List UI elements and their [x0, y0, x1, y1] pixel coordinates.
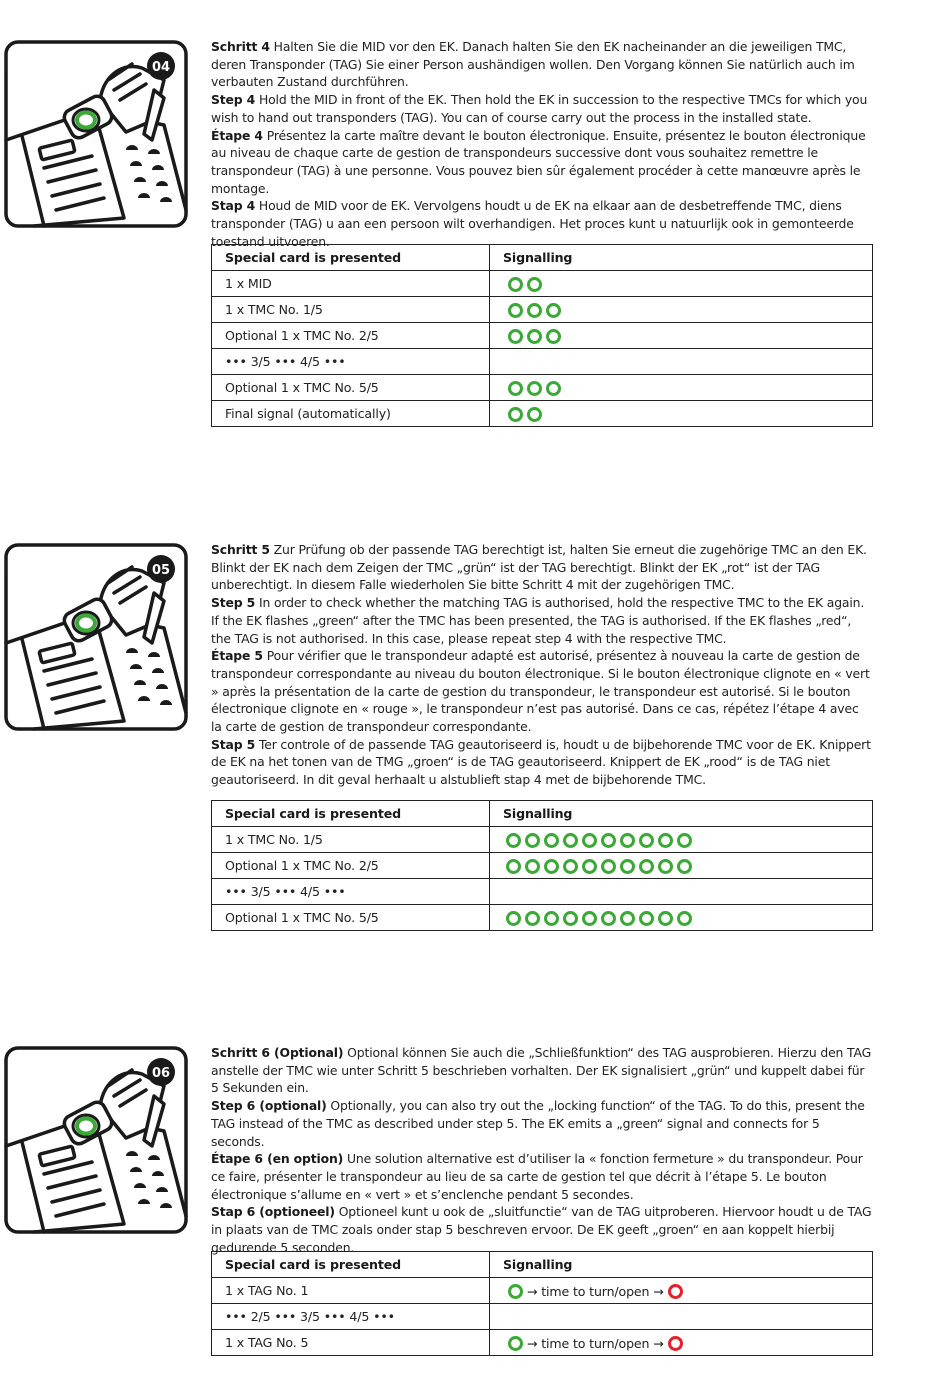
green-led-icon	[601, 833, 616, 848]
red-led-icon	[668, 1336, 683, 1351]
signalling-cell	[490, 271, 873, 297]
led-sequence	[508, 329, 561, 344]
step-heading: Étape 4	[211, 127, 263, 143]
green-led-icon	[508, 303, 523, 318]
step-heading: Step 4	[211, 92, 256, 108]
table-header-row	[212, 801, 873, 827]
step-heading: Step 6 (optional)	[211, 1098, 327, 1114]
green-led-icon	[546, 329, 561, 344]
led-sequence	[506, 833, 692, 848]
signalling-cell	[490, 827, 873, 853]
led-sequence	[668, 1336, 683, 1351]
table-row	[212, 853, 873, 879]
led-sequence	[506, 911, 692, 926]
green-led-icon	[620, 833, 635, 848]
step-heading: Étape 5	[211, 648, 263, 664]
green-led-icon	[601, 859, 616, 874]
step-heading: Étape 6 (en option)	[211, 1151, 344, 1167]
green-led-icon	[525, 911, 540, 926]
card-label: Final signal (automatically)	[212, 401, 490, 427]
green-led-icon	[508, 1336, 523, 1351]
instruction-paragraph	[211, 1203, 873, 1256]
card-label: 1 x TMC No. 1/5	[212, 827, 490, 853]
instruction-paragraph	[211, 1044, 873, 1097]
green-led-icon	[506, 859, 521, 874]
signalling-cell	[490, 375, 873, 401]
table-header-row	[212, 245, 873, 271]
table-row	[212, 1304, 873, 1330]
card-label: Optional 1 x TMC No. 2/5	[212, 323, 490, 349]
led-sequence	[508, 303, 561, 318]
table-row	[212, 879, 873, 905]
green-led-icon	[677, 911, 692, 926]
green-led-icon	[508, 329, 523, 344]
green-led-icon	[658, 911, 673, 926]
step-heading: Stap 4	[211, 198, 256, 214]
step-text: In order to check whether the matching TAG is authorised, hold the respective TMC to the EK again. If the EK flashes „green“ after the TMC has been presented, the TAG is authorised. If the EK flashes „red“, the TAG is not authorised. In this case, please repeat step 4 with the respective TMC.	[211, 595, 865, 646]
card-label: ••• 2/5 ••• 3/5 ••• 4/5 •••	[212, 1304, 490, 1330]
table-header-row	[212, 1252, 873, 1278]
table-row	[212, 1278, 873, 1304]
hand-holding-key-fob-over-card-icon	[4, 543, 188, 731]
green-led-icon	[527, 407, 542, 422]
step-heading: Schritt 5	[211, 542, 270, 557]
table-row	[212, 1330, 873, 1356]
green-led-icon	[582, 859, 597, 874]
instruction-paragraph	[211, 594, 873, 647]
hand-holding-key-fob-over-card-icon	[4, 1046, 188, 1234]
step-heading: Stap 5	[211, 736, 256, 752]
card-label: 1 x TAG No. 1	[212, 1278, 490, 1304]
step-number-badge: 04	[151, 60, 171, 75]
signalling-cell	[490, 905, 873, 931]
signalling-cell	[490, 879, 873, 905]
step-text: Halten Sie die MID vor den EK. Danach halten Sie den EK nacheinander an die jeweiligen TMC, deren Transponder (TAG) Sie einer Person aushändigen wollen. Den Vorgang können Sie natürlich auch im verbauten Zustand durchführen.	[211, 39, 855, 90]
card-label: ••• 3/5 ••• 4/5 •••	[212, 879, 490, 905]
column-header-signalling: Signalling	[490, 1252, 873, 1278]
green-led-icon	[563, 833, 578, 848]
led-sequence	[506, 859, 692, 874]
table-row	[212, 827, 873, 853]
red-led-icon	[668, 1284, 683, 1299]
signalling-table	[211, 800, 873, 931]
instruction-paragraph	[211, 1097, 873, 1150]
step-text: Optioneel kunt u ook de „sluitfunctie“ van de TAG uitproberen. Hiervoor houdt u de TAG in plaats van de TMC zoals onder stap 5 beschreven ervoor. De EK geeft „groen“ en aan koppelt hierbij gedurende 5 seconden.	[211, 1204, 872, 1255]
instruction-paragraph	[211, 541, 873, 594]
green-led-icon	[544, 833, 559, 848]
column-header-card: Special card is presented	[212, 801, 490, 827]
step-number-badge: 05	[151, 563, 171, 578]
step-text: Optional können Sie auch die „Schließfunktion“ des TAG ausprobieren. Hierzu den TAG anstelle der TMC wie unter Schritt 5 beschrieben vorhalten. Der EK signalisiert „grün“ und kuppelt dabei für 5 Sekunden ein.	[211, 1045, 872, 1096]
step-text: Présentez la carte maître devant le bouton électronique. Ensuite, présentez le bouton électronique au niveau de chaque carte de gestion de transpondeurs successive dont vous souhaitez remettre le transpondeur (TAG) à une personne. Vous pouvez bien sûr également procéder à cette manœuvre après le montage.	[211, 127, 866, 196]
instruction-paragraph	[211, 647, 873, 736]
green-led-icon	[620, 911, 635, 926]
step-text: Zur Prüfung ob der passende TAG berechtigt ist, halten Sie erneut die zugehörige TMC an den EK. Blinkt der EK nach dem Zeigen der TMC „grün“ ist der TAG berechtigt. Blinkt der EK „rot“ ist der TAG unberechtigt. In diesem Falle wiederholen Sie bitte Schritt 4 mit der zugehörigen TMC.	[211, 542, 867, 593]
green-led-icon	[506, 833, 521, 848]
column-header-card: Special card is presented	[212, 1252, 490, 1278]
green-led-icon	[563, 911, 578, 926]
green-led-icon	[658, 859, 673, 874]
step-text: Pour vérifier que le transpondeur adapté est autorisé, présentez à nouveau la carte de gestion de transpondeur correspondante au niveau du bouton électronique. Si le bouton électronique clignote en « vert » après la présentation de la carte de gestion du transpondeur, le transpondeur est autorisé. Si le bouton électronique clignote en « rouge », le transpondeur n’est pas autorisé. Dans ce cas, répétez l’étape 4 avec la carte de gestion de transpondeur correspondante.	[211, 648, 870, 735]
green-led-icon	[544, 859, 559, 874]
card-label: Optional 1 x TMC No. 5/5	[212, 905, 490, 931]
step-text: Houd de MID voor de EK. Vervolgens houdt u de EK na elkaar aan de desbetreffende TMC, diens transponder (TAG) u aan een persoon wilt overhandigen. Het proces kunt u natuurlijk ook in gemonteerde toestand uitvoeren.	[211, 198, 854, 249]
green-led-icon	[639, 833, 654, 848]
led-sequence	[668, 1284, 683, 1299]
green-led-icon	[620, 859, 635, 874]
table-row	[212, 323, 873, 349]
green-led-icon	[508, 277, 523, 292]
step-text: Hold the MID in front of the EK. Then hold the EK in succession to the respective TMCs for which you wish to hand out transponders (TAG). You can of course carry out the process in the installed state.	[211, 92, 868, 125]
table-row	[212, 297, 873, 323]
green-led-icon	[525, 833, 540, 848]
card-label: Optional 1 x TMC No. 5/5	[212, 375, 490, 401]
green-led-icon	[546, 381, 561, 396]
signalling-table	[211, 1251, 873, 1356]
step-number-badge: 06	[151, 1066, 171, 1081]
signal-description: → time to turn/open →	[527, 1283, 664, 1299]
green-led-icon	[508, 407, 523, 422]
green-led-icon	[544, 911, 559, 926]
led-sequence	[508, 1336, 523, 1351]
signalling-cell	[490, 401, 873, 427]
card-label: 1 x TAG No. 5	[212, 1330, 490, 1356]
step-heading: Stap 6 (optioneel)	[211, 1204, 335, 1220]
green-led-icon	[677, 859, 692, 874]
green-led-icon	[639, 859, 654, 874]
table-row	[212, 349, 873, 375]
step-illustration	[4, 40, 188, 228]
signalling-cell	[490, 1330, 873, 1356]
green-led-icon	[658, 833, 673, 848]
instruction-paragraph	[211, 736, 873, 789]
step-instructions	[211, 1044, 873, 1256]
green-led-icon	[527, 329, 542, 344]
signalling-cell	[490, 1278, 873, 1304]
step-heading: Schritt 4	[211, 39, 270, 54]
table-row	[212, 271, 873, 297]
instruction-paragraph	[211, 38, 873, 91]
step-instructions	[211, 541, 873, 789]
green-led-icon	[527, 303, 542, 318]
green-led-icon	[677, 833, 692, 848]
green-led-icon	[639, 911, 654, 926]
led-sequence	[508, 407, 542, 422]
step-heading: Schritt 6 (Optional)	[211, 1045, 344, 1060]
step-illustration	[4, 1046, 188, 1234]
green-led-icon	[582, 911, 597, 926]
step-illustration	[4, 543, 188, 731]
column-header-signalling: Signalling	[490, 245, 873, 271]
signalling-cell	[490, 297, 873, 323]
green-led-icon	[527, 381, 542, 396]
signal-description: → time to turn/open →	[527, 1335, 664, 1351]
green-led-icon	[525, 859, 540, 874]
green-led-icon	[506, 911, 521, 926]
instruction-paragraph	[211, 91, 873, 126]
table-row	[212, 401, 873, 427]
card-label: ••• 3/5 ••• 4/5 •••	[212, 349, 490, 375]
green-led-icon	[508, 1284, 523, 1299]
signalling-cell	[490, 1304, 873, 1330]
signalling-table	[211, 244, 873, 427]
instruction-paragraph	[211, 127, 873, 198]
green-led-icon	[601, 911, 616, 926]
green-led-icon	[582, 833, 597, 848]
signalling-cell	[490, 323, 873, 349]
table-row	[212, 905, 873, 931]
instruction-paragraph	[211, 197, 873, 250]
step-text: Ter controle of de passende TAG geautoriseerd is, houdt u de bijbehorende TMC voor de EK. Knippert de EK na het tonen van de TMG „groen“ is de TAG geautoriseerd. Knippert de EK „rood“ is de TAG niet geautoriseerd. In dit geval herhaalt u alstublieft stap 4 met de bijbehorende TMC.	[211, 736, 871, 788]
instruction-paragraph	[211, 1150, 873, 1203]
step-text: Une solution alternative est d’utiliser la « fonction fermeture » du transpondeur. Pour ce faire, présenter le transpondeur au lieu de sa carte de gestion tel que décrit à l’étape 5. Le bouton électronique s’allume en « vert » et s’enclenche pendant 5 secondes.	[211, 1151, 863, 1202]
signalling-cell	[490, 349, 873, 375]
signalling-cell	[490, 853, 873, 879]
led-sequence	[508, 277, 542, 292]
table-row	[212, 375, 873, 401]
step-heading: Step 5	[211, 595, 256, 611]
card-label: 1 x MID	[212, 271, 490, 297]
led-sequence	[508, 1284, 523, 1299]
card-label: Optional 1 x TMC No. 2/5	[212, 853, 490, 879]
step-instructions	[211, 38, 873, 250]
green-led-icon	[527, 277, 542, 292]
green-led-icon	[508, 381, 523, 396]
step-text: Optionally, you can also try out the „locking function“ of the TAG. To do this, present the TAG instead of the TMC as described under step 5. The EK emits a „green“ signal and connects for 5 seconds.	[211, 1098, 865, 1149]
green-led-icon	[563, 859, 578, 874]
column-header-card: Special card is presented	[212, 245, 490, 271]
hand-holding-key-fob-over-card-icon	[4, 40, 188, 228]
led-sequence	[508, 381, 561, 396]
column-header-signalling: Signalling	[490, 801, 873, 827]
green-led-icon	[546, 303, 561, 318]
card-label: 1 x TMC No. 1/5	[212, 297, 490, 323]
